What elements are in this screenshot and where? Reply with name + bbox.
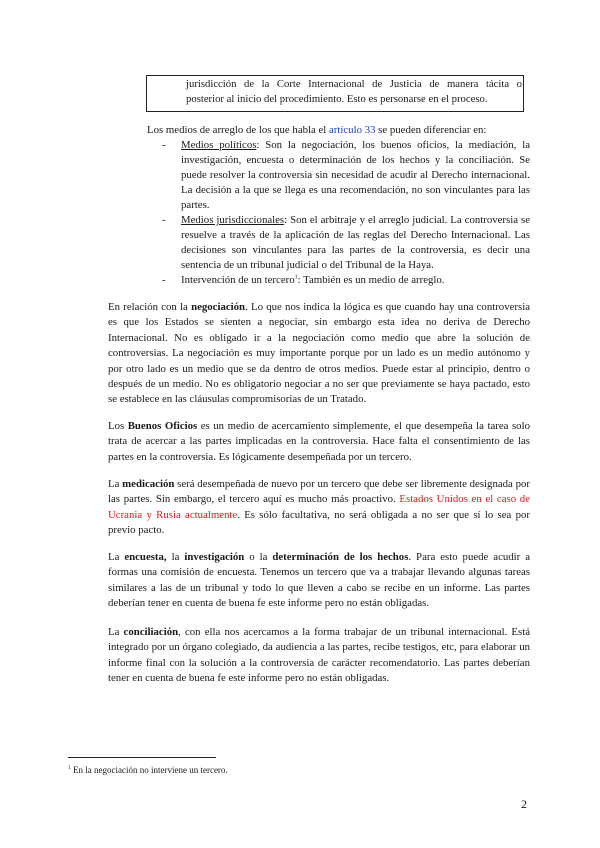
para-text: o la: [244, 551, 273, 563]
term-jurisdictional: Medios jurisdiccionales: [181, 214, 285, 226]
para-bold-term: encuesta,: [124, 551, 167, 563]
para-text: La: [108, 478, 123, 490]
para-text: En relación con la: [108, 301, 192, 313]
para-bold-term: determinación de los hechos: [272, 551, 409, 563]
footnote-ref[interactable]: 1: [294, 274, 298, 281]
means-list: [162, 138, 530, 288]
para-text: La: [108, 551, 125, 563]
para-text: . Para esto puede acudir a formas una comisión de encuesta. Tenemos un tercero que va a trabajar llevando algunas tareas similares a las de un tribunal y todo lo que lleven a cabo se recibe en un informe. Las partes deberían tener en cuenta de buena fe este informe pero no están obligadas.: [108, 551, 530, 610]
page-number: 2: [521, 797, 527, 811]
article-33-link[interactable]: artículo 33: [329, 124, 376, 136]
quote-line-1: jurisdicción de la Corte Internacional de Justicia de manera tácita o: [186, 78, 522, 90]
paragraph-encuesta: [108, 550, 530, 612]
list-item-text: : Son el arbitraje y el arreglo judicial. La controversia se resuelve a través de la aplicación de las reglas del Derecho Internacional. Las decisiones son vinculantes para las partes de la controversia, es decir una sentencia de un tribunal judicial o del Tribunal de la Haya.: [181, 214, 530, 271]
para-text: será desempeñada de nuevo por un tercero que debe ser libremente designada por las partes. Sin embargo, el tercero aquí es mucho más proactivo.: [108, 478, 530, 506]
list-item-text: : También es un medio de arreglo.: [297, 274, 445, 286]
para-bold-term: conciliación: [123, 626, 179, 638]
list-intro: [147, 123, 486, 138]
footnote-separator: [68, 757, 216, 758]
footnote-text: En la negociación no interviene un tercero.: [70, 765, 228, 775]
footnote: [68, 764, 228, 776]
intro-text: Los medios de arreglo de los que habla el: [147, 124, 329, 136]
list-dash: -: [162, 274, 166, 286]
quote-box-text: [186, 77, 522, 107]
paragraph-negociacion: [108, 300, 530, 408]
para-bold-term: investigación: [184, 551, 245, 563]
list-item-jurisdictional: [162, 213, 530, 273]
term-political: Medios políticos: [181, 139, 257, 151]
para-bold-term: medicación: [122, 478, 175, 490]
list-dash: -: [162, 214, 166, 226]
paragraph-conciliacion: [108, 625, 530, 687]
para-red-highlight: Estados Unidos en el caso de Ucrania y Rusia actualmente: [108, 493, 531, 521]
para-text: Los: [108, 420, 128, 432]
list-item-political: [162, 138, 530, 213]
para-text: es un medio de acercamiento simplemente, el que desempeña la tarea solo trata de acercar a las partes implicadas en la controversia. Hace falta el consentimiento de las partes en la controversia. Es lógicamente desempeñada por un tercero.: [108, 420, 530, 463]
list-item-text: : Son la negociación, los buenos oficios, la mediación, la investigación, encuesta o determinación de los hechos y la conciliación. Se puede resolver la controversia sin necesidad de acudir al Derecho internacional. La decisión a la que se llega es una recomendación, no son vinculantes para las partes.: [181, 139, 530, 211]
para-text: . Es sólo facultativa, no será obligada a no ser que sí lo sea por previo pacto.: [108, 508, 530, 537]
para-bold-term: negociación: [191, 301, 246, 313]
para-text: La: [108, 626, 124, 638]
term-third-party: Intervención de un tercero: [181, 274, 295, 286]
list-item-third-party: [162, 273, 530, 288]
para-text: . Lo que nos indica la lógica es que cuando hay una controversia es que los Estados se sienten a negociar, sin embargo esta idea no deriva de Derecho Internacional. No es obligado ir a la negociación como medio que abre la solución de controversias. La negociación es muy importante porque por un lado es un medio autónomo y por otro lado es un medio que se da dentro de otros medios. Puede estar al principio, dentro o después de un medio. No es obligatorio negociar a no ser que previamente se haya pactado, esto se establece en las cláusulas compromisorias de un Tratado.: [108, 301, 530, 406]
para-bold-term: Buenos Oficios: [127, 420, 198, 432]
quote-line-2: posterior al inicio del procedimiento. Esto es personarse en el proceso.: [186, 93, 488, 105]
footnote-number: 1: [68, 765, 71, 771]
intro-text-end: se pueden diferenciar en:: [375, 124, 487, 136]
para-text: , con ella nos acercamos a la forma trabajar de un tribunal internacional. Está integrado por un órgano colegiado, da audiencia a las partes, recibe testigos, etc, para elaborar un informe final con la solución a la controversia de carácter recomendatorio. Las partes deberían tener en cuenta de buena fe este informe pero no están obligadas.: [108, 626, 531, 685]
paragraph-mediacion: [108, 477, 530, 539]
paragraph-buenos-oficios: [108, 419, 530, 465]
para-text: la: [166, 551, 185, 563]
list-dash: -: [162, 139, 166, 151]
